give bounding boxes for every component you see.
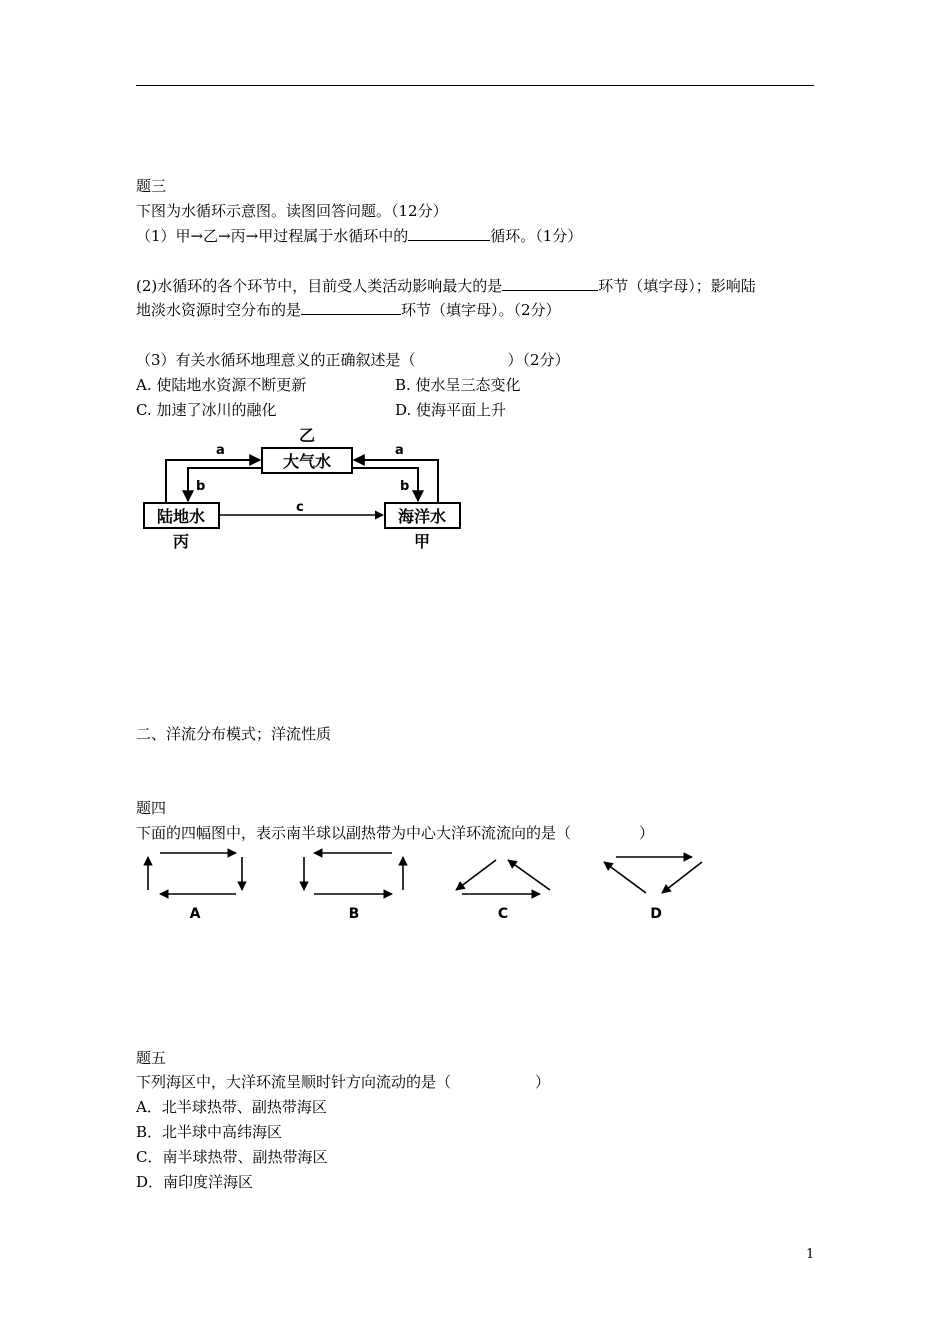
q5-option-c: C．南半球热带、副热带海区: [136, 1148, 328, 1166]
ocean-label: 海洋水: [397, 507, 447, 526]
figure-label-d: D: [650, 906, 662, 922]
q4-title: 题四: [136, 799, 167, 817]
q5-option-d: D．南印度洋海区: [136, 1173, 254, 1191]
figure-label-c: C: [497, 906, 509, 922]
label-b-right: b: [400, 479, 410, 494]
label-b-left: b: [196, 479, 206, 494]
land-tag: 丙: [172, 532, 190, 551]
section2-heading: 二、洋流分布模式；洋流性质: [136, 725, 332, 743]
q3-option-b: B. 使水呈三态变化: [395, 376, 521, 394]
q3-part2-line2-post: 环节（填字母）。（2分）: [401, 301, 561, 319]
q5-title: 题五: [136, 1049, 167, 1067]
q3-part1-pre: （1）甲→乙→丙→甲过程属于水循环中的: [136, 227, 409, 245]
q3-option-a: A. 使陆地水资源不断更新: [136, 376, 307, 394]
q3-option-d: D. 使海平面上升: [395, 401, 507, 419]
q5-option-b: B．北半球中高纬海区: [136, 1123, 283, 1141]
q3-part2-line2-pre: 地淡水资源时空分布的是: [136, 301, 302, 319]
label-c: c: [296, 500, 304, 515]
figure-c: [456, 860, 550, 894]
figure-d: [604, 857, 702, 893]
q3-option-c: C. 加速了冰川的融化: [136, 401, 277, 419]
q3-part3-pre: （3）有关水循环地理意义的正确叙述是（: [136, 351, 416, 369]
arrow-a-right: [354, 460, 438, 503]
label-a-right: a: [395, 443, 404, 458]
q4-question-pre: 下面的四幅图中，表示南半球以副热带为中心大洋环流流向的是（: [136, 824, 572, 842]
figure-label-b: B: [348, 906, 360, 922]
figure-a: [148, 853, 242, 894]
figure-b: [304, 853, 403, 894]
atmosphere-label: 大气水: [282, 452, 332, 471]
q5-question-pre: 下列海区中，大洋环流呈顺时针方向流动的是（: [136, 1073, 452, 1091]
ocean-tag: 甲: [413, 532, 431, 551]
q5-option-a: A．北半球热带、副热带海区: [136, 1098, 327, 1116]
q3-part2-pre: (2)水循环的各个环节中，目前受人类活动影响最大的是: [136, 277, 503, 295]
q3-title: 题三: [136, 177, 167, 195]
atmosphere-tag: 乙: [298, 426, 316, 445]
figure-label-a: A: [189, 906, 201, 922]
q5-question-post: ）: [535, 1073, 551, 1091]
q3-part1-post: 循环。（1分）: [490, 227, 583, 245]
label-a-left: a: [216, 443, 225, 458]
land-label: 陆地水: [156, 507, 206, 526]
q3-part3-post: ）（2分）: [507, 351, 570, 369]
q3-part2-mid: 环节（填字母）；影响陆: [598, 277, 756, 295]
q5-question: [136, 1071, 550, 1093]
q4-question: [136, 822, 654, 844]
page-number: 1: [806, 1247, 815, 1262]
arrow-a-left: [166, 460, 260, 503]
q3-intro: 下图为水循环示意图。读图回答问题。（12分）: [136, 202, 448, 220]
q4-question-post: ）: [639, 824, 655, 842]
